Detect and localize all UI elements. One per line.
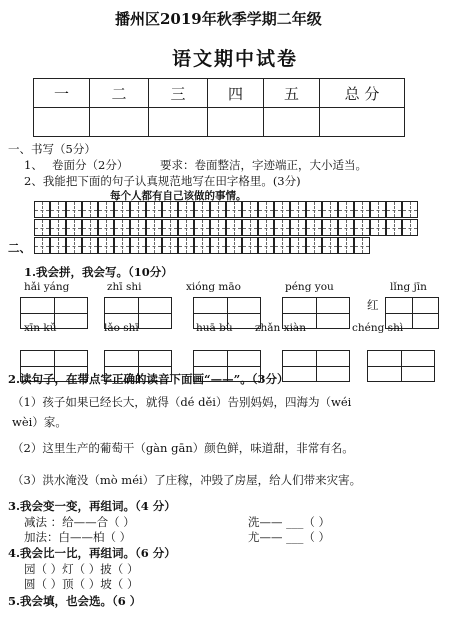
q1-heading: 1.我会拼，我会写。（10分） — [24, 265, 173, 279]
score-cell[interactable] — [34, 108, 90, 137]
writing-grid-cell[interactable] — [338, 219, 354, 236]
score-table — [33, 78, 405, 137]
pinyin-label: péng you — [285, 281, 334, 293]
writing-grid-cell[interactable] — [130, 219, 146, 236]
writing-grid-cell[interactable] — [146, 219, 162, 236]
section3-heading: 3.我会变一变，再组词。（4 分） — [8, 499, 176, 513]
writing-grid-cell[interactable] — [146, 201, 162, 218]
score-header: 二 — [90, 79, 149, 108]
writing-grid-cell[interactable] — [98, 237, 114, 254]
section4-row-2: 圆（ ）顶（ ）坡（ ） — [24, 577, 139, 591]
writing-grid-cell[interactable] — [162, 219, 178, 236]
writing-grid-cell[interactable] — [178, 237, 194, 254]
section2-heading: 二、 — [8, 241, 31, 255]
writing-grid-cell[interactable] — [178, 219, 194, 236]
item2-instruction: 2、我能把下面的句子认真规范地写在田字格里。(3分) — [24, 174, 301, 188]
pinyin-write-box[interactable] — [282, 350, 350, 382]
score-header: 四 — [208, 79, 264, 108]
exam-title: 播州区2019年秋季学期二年级 — [115, 10, 322, 28]
q2-sentence-1-cont: wèi）家。 — [12, 415, 67, 429]
section5-heading: 5.我会填，也会选。（6 ） — [8, 594, 142, 608]
section3-row-1-left: 减法 ：给——合（ ） — [24, 515, 135, 529]
writing-grid-cell[interactable] — [258, 219, 274, 236]
section3-row-2-left: 加法：白——柏（ ） — [24, 530, 132, 544]
writing-grid-cell[interactable] — [242, 201, 258, 218]
given-character: 红 — [367, 298, 379, 312]
writing-grid-cell[interactable] — [178, 201, 194, 218]
writing-grid-cell[interactable] — [82, 237, 98, 254]
writing-grid-cell[interactable] — [306, 201, 322, 218]
writing-grid-cell[interactable] — [66, 219, 82, 236]
writing-grid-cell[interactable] — [130, 201, 146, 218]
writing-grid-cell[interactable] — [322, 201, 338, 218]
writing-grid-cell[interactable] — [322, 219, 338, 236]
writing-grid-cell[interactable] — [98, 219, 114, 236]
writing-grid-cell[interactable] — [258, 201, 274, 218]
pinyin-label: zhī shi — [107, 281, 142, 293]
writing-grid-cell[interactable] — [242, 219, 258, 236]
score-cell[interactable] — [90, 108, 149, 137]
writing-grid-cell[interactable] — [386, 219, 402, 236]
item1-requirement: 要求：卷面整洁，字迹端正，大小适当。 — [160, 158, 367, 172]
q2-heading: 2.读句子，在带点字正确的读音下面画“——”。（3分） — [8, 372, 289, 386]
writing-grid-cell[interactable] — [210, 237, 226, 254]
score-cell[interactable] — [320, 108, 405, 137]
writing-grid-cell[interactable] — [210, 219, 226, 236]
writing-grid-cell[interactable] — [306, 237, 322, 254]
pinyin-label: zhǎn xiàn — [255, 322, 306, 334]
writing-grid-cell[interactable] — [354, 237, 370, 254]
score-cell[interactable] — [264, 108, 320, 137]
writing-grid-cell[interactable] — [402, 219, 418, 236]
writing-grid-cell[interactable] — [402, 201, 418, 218]
q2-sentence-3: （3）洪水淹没（mò méi）了庄稼，冲毁了房屋，给人们带来灾害。 — [12, 473, 362, 487]
pinyin-label: lǐng jīn — [390, 281, 427, 293]
score-cell[interactable] — [149, 108, 208, 137]
writing-grid-cell[interactable] — [114, 219, 130, 236]
item1-number: 1、 — [24, 158, 43, 172]
writing-grid-cell[interactable] — [66, 201, 82, 218]
writing-grid-cell[interactable] — [290, 237, 306, 254]
q2-sentence-1: （1）孩子如果已经长大，就得（dé děi）告别妈妈，四海为（wéi — [12, 395, 352, 409]
pinyin-label: chéng shì — [352, 322, 404, 334]
pinyin-label: hǎi yáng — [24, 281, 70, 293]
writing-grid-cell[interactable] — [114, 237, 130, 254]
score-header: 一 — [34, 79, 90, 108]
pinyin-label: xióng māo — [186, 281, 241, 293]
writing-grid-cell[interactable] — [386, 201, 402, 218]
pinyin-label: huā bù — [196, 322, 233, 334]
writing-grid-cell[interactable] — [34, 219, 50, 236]
writing-grid-cell[interactable] — [306, 219, 322, 236]
writing-grid-cell[interactable] — [290, 201, 306, 218]
writing-grid-cell[interactable] — [338, 201, 354, 218]
writing-grid-cell[interactable] — [50, 201, 66, 218]
writing-grid-cell[interactable] — [146, 237, 162, 254]
writing-grid-cell[interactable] — [210, 201, 226, 218]
writing-grid-cell[interactable] — [98, 201, 114, 218]
section4-row-1: 园（ ）灯（ ）披（ ） — [24, 562, 139, 576]
writing-grid-cell[interactable] — [354, 219, 370, 236]
section4-heading: 4.我会比一比，再组词。（6 分） — [8, 546, 176, 560]
section3-row-1-right: 洗—— ___（ ） — [248, 515, 331, 529]
copy-sentence: 每个人都有自己该做的事情。 — [110, 190, 247, 202]
writing-grid-cell[interactable] — [226, 219, 242, 236]
writing-grid-cell[interactable] — [226, 201, 242, 218]
pinyin-label: lǎo shī — [104, 322, 139, 334]
writing-grid-cell[interactable] — [226, 237, 242, 254]
score-header: 总 分 — [320, 79, 405, 108]
writing-grid-cell[interactable] — [130, 237, 146, 254]
writing-grid-cell[interactable] — [322, 237, 338, 254]
writing-grid-cell[interactable] — [50, 237, 66, 254]
writing-grid-cell[interactable] — [50, 219, 66, 236]
writing-grid-cell[interactable] — [34, 201, 50, 218]
writing-grid-cell[interactable] — [242, 237, 258, 254]
pinyin-write-box[interactable] — [367, 350, 435, 382]
writing-grid-cell[interactable] — [274, 219, 290, 236]
writing-grid-cell[interactable] — [370, 219, 386, 236]
score-cell[interactable] — [208, 108, 264, 137]
writing-grid-cell[interactable] — [66, 237, 82, 254]
item1-label: 卷面分（2分） — [52, 158, 129, 172]
writing-grid-cell[interactable] — [194, 219, 210, 236]
writing-grid-cell[interactable] — [370, 201, 386, 218]
pinyin-label: xīn kǔ — [24, 322, 57, 334]
writing-grid-cell[interactable] — [194, 237, 210, 254]
writing-grid-cell[interactable] — [162, 201, 178, 218]
q2-sentence-2: （2）这里生产的葡萄干（gàn gān）颜色鲜，味道甜，非常有名。 — [12, 441, 354, 455]
section3-row-2-right: 尤—— ___（ ） — [248, 530, 331, 544]
writing-grid-cell[interactable] — [194, 201, 210, 218]
score-header: 五 — [264, 79, 320, 108]
writing-grid-cell[interactable] — [162, 237, 178, 254]
writing-grid-cell[interactable] — [82, 219, 98, 236]
exam-subtitle: 语文期中试卷 — [172, 48, 299, 70]
writing-grid-cell[interactable] — [290, 219, 306, 236]
writing-grid-cell[interactable] — [258, 237, 274, 254]
writing-grid-cell[interactable] — [274, 201, 290, 218]
writing-grid-cell[interactable] — [338, 237, 354, 254]
writing-grid-cell[interactable] — [114, 201, 130, 218]
section1-heading: 一、书写（5分） — [8, 142, 96, 156]
writing-grid-cell[interactable] — [274, 237, 290, 254]
score-header: 三 — [149, 79, 208, 108]
writing-grid-cell[interactable] — [34, 237, 50, 254]
writing-grid-cell[interactable] — [82, 201, 98, 218]
writing-grid-cell[interactable] — [354, 201, 370, 218]
